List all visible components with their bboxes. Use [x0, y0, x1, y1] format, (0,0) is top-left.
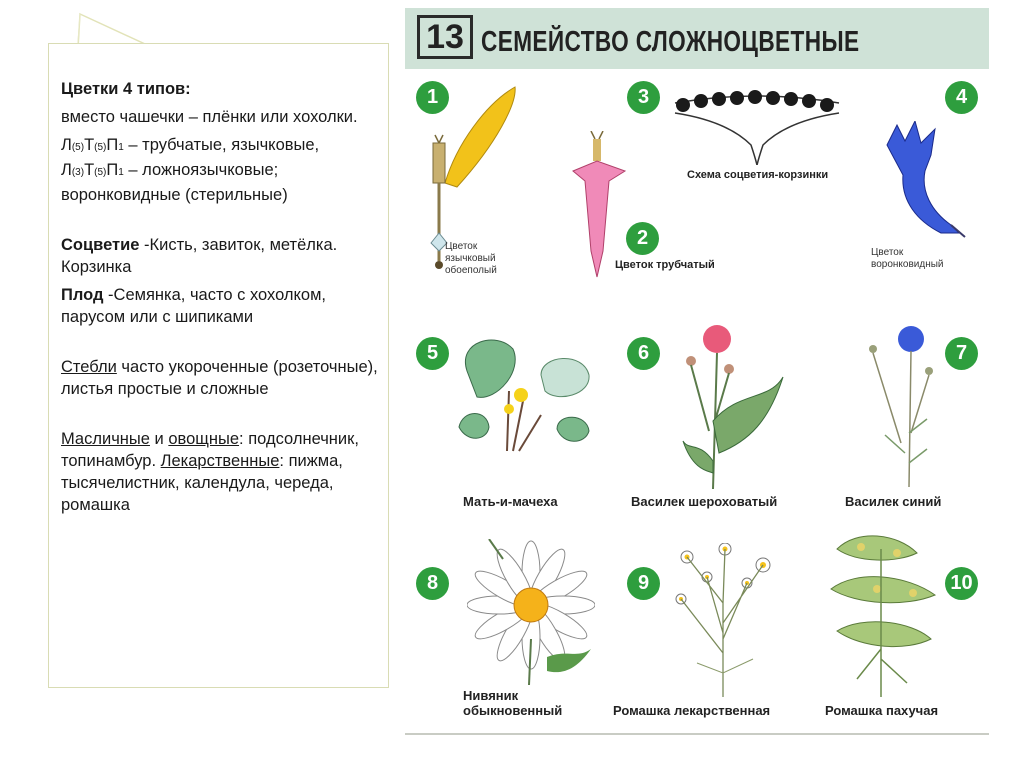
- badge-3: 3: [627, 81, 660, 114]
- cornflower-illustration: [865, 323, 939, 489]
- badge-6: 6: [627, 337, 660, 370]
- caption-3: Схема соцветия-корзинки: [687, 169, 829, 181]
- caption-5: Мать-и-мачеха: [463, 494, 558, 509]
- tubular-flower-illustration: [569, 131, 633, 279]
- inflorescence-scheme-illustration: [667, 85, 847, 165]
- pineapple-weed-illustration: [827, 529, 941, 699]
- funnel-flower-illustration: [881, 121, 971, 241]
- caption-9: Ромашка лекарственная: [613, 703, 771, 718]
- caption-1-line1: Цветок: [445, 241, 478, 252]
- caption-8-line2: обыкновенный: [463, 703, 563, 718]
- inflorescence-text: Соцветие -Кисть, завиток, метёлка. Корзинка: [61, 236, 338, 276]
- badge-8: 8: [416, 567, 449, 600]
- plate-number: 13: [417, 15, 473, 59]
- caption-10: Ромашка пахучая: [825, 703, 939, 718]
- caption-8-line1: Нивяник: [463, 688, 519, 703]
- caption-6: Василек шероховатый: [631, 494, 778, 509]
- uses-text: Масличные и овощные: подсолнечник, топинамбур. Лекарственные: пижма, тысячелистник, календула, череда, ромашка: [61, 430, 359, 514]
- rough-knapweed-illustration: [679, 321, 791, 491]
- badge-2: 2: [626, 222, 659, 255]
- caption-2: Цветок трубчатый: [615, 259, 715, 271]
- plate-title: СЕМЕЙСТВО СЛОЖНОЦВЕТНЫЕ: [481, 26, 860, 58]
- plate-bottom-edge: [405, 733, 989, 735]
- flowers-line1: вместо чашечки – плёнки или хохолки.: [61, 108, 358, 126]
- botany-plate: [405, 8, 989, 734]
- stems-text: Стебли часто укороченные (розеточные), листья простые и сложные: [61, 358, 378, 398]
- badge-10: 10: [945, 567, 978, 600]
- badge-7: 7: [945, 337, 978, 370]
- flower-formula-2: Л(3)Т(5)П1 – ложноязычковые;: [61, 161, 279, 179]
- caption-7: Василек синий: [845, 494, 942, 509]
- chamomile-illustration: [667, 543, 781, 699]
- flower-formula-1: Л(5)Т(5)П1 – трубчатые, язычковые,: [61, 136, 320, 154]
- badge-5: 5: [416, 337, 449, 370]
- caption-4-line2: воронковидный: [871, 259, 944, 270]
- text-panel: [48, 43, 389, 688]
- plate-body: [405, 69, 989, 734]
- badge-4: 4: [945, 81, 978, 114]
- fruit-text: Плод -Семянка, часто с хохолком, парусом или с шипиками: [61, 286, 327, 326]
- flowers-funnel-line: воронковидные (стерильные): [61, 186, 288, 204]
- oxeye-daisy-illustration: [467, 539, 595, 685]
- badge-1: 1: [416, 81, 449, 114]
- badge-9: 9: [627, 567, 660, 600]
- flowers-heading: Цветки 4 типов:: [61, 80, 191, 98]
- plate-header: [405, 8, 989, 69]
- caption-1-line2: язычковый: [445, 253, 496, 264]
- caption-4-line1: Цветок: [871, 247, 904, 258]
- caption-1-line3: обоеполый: [445, 265, 497, 276]
- coltsfoot-illustration: [457, 331, 593, 455]
